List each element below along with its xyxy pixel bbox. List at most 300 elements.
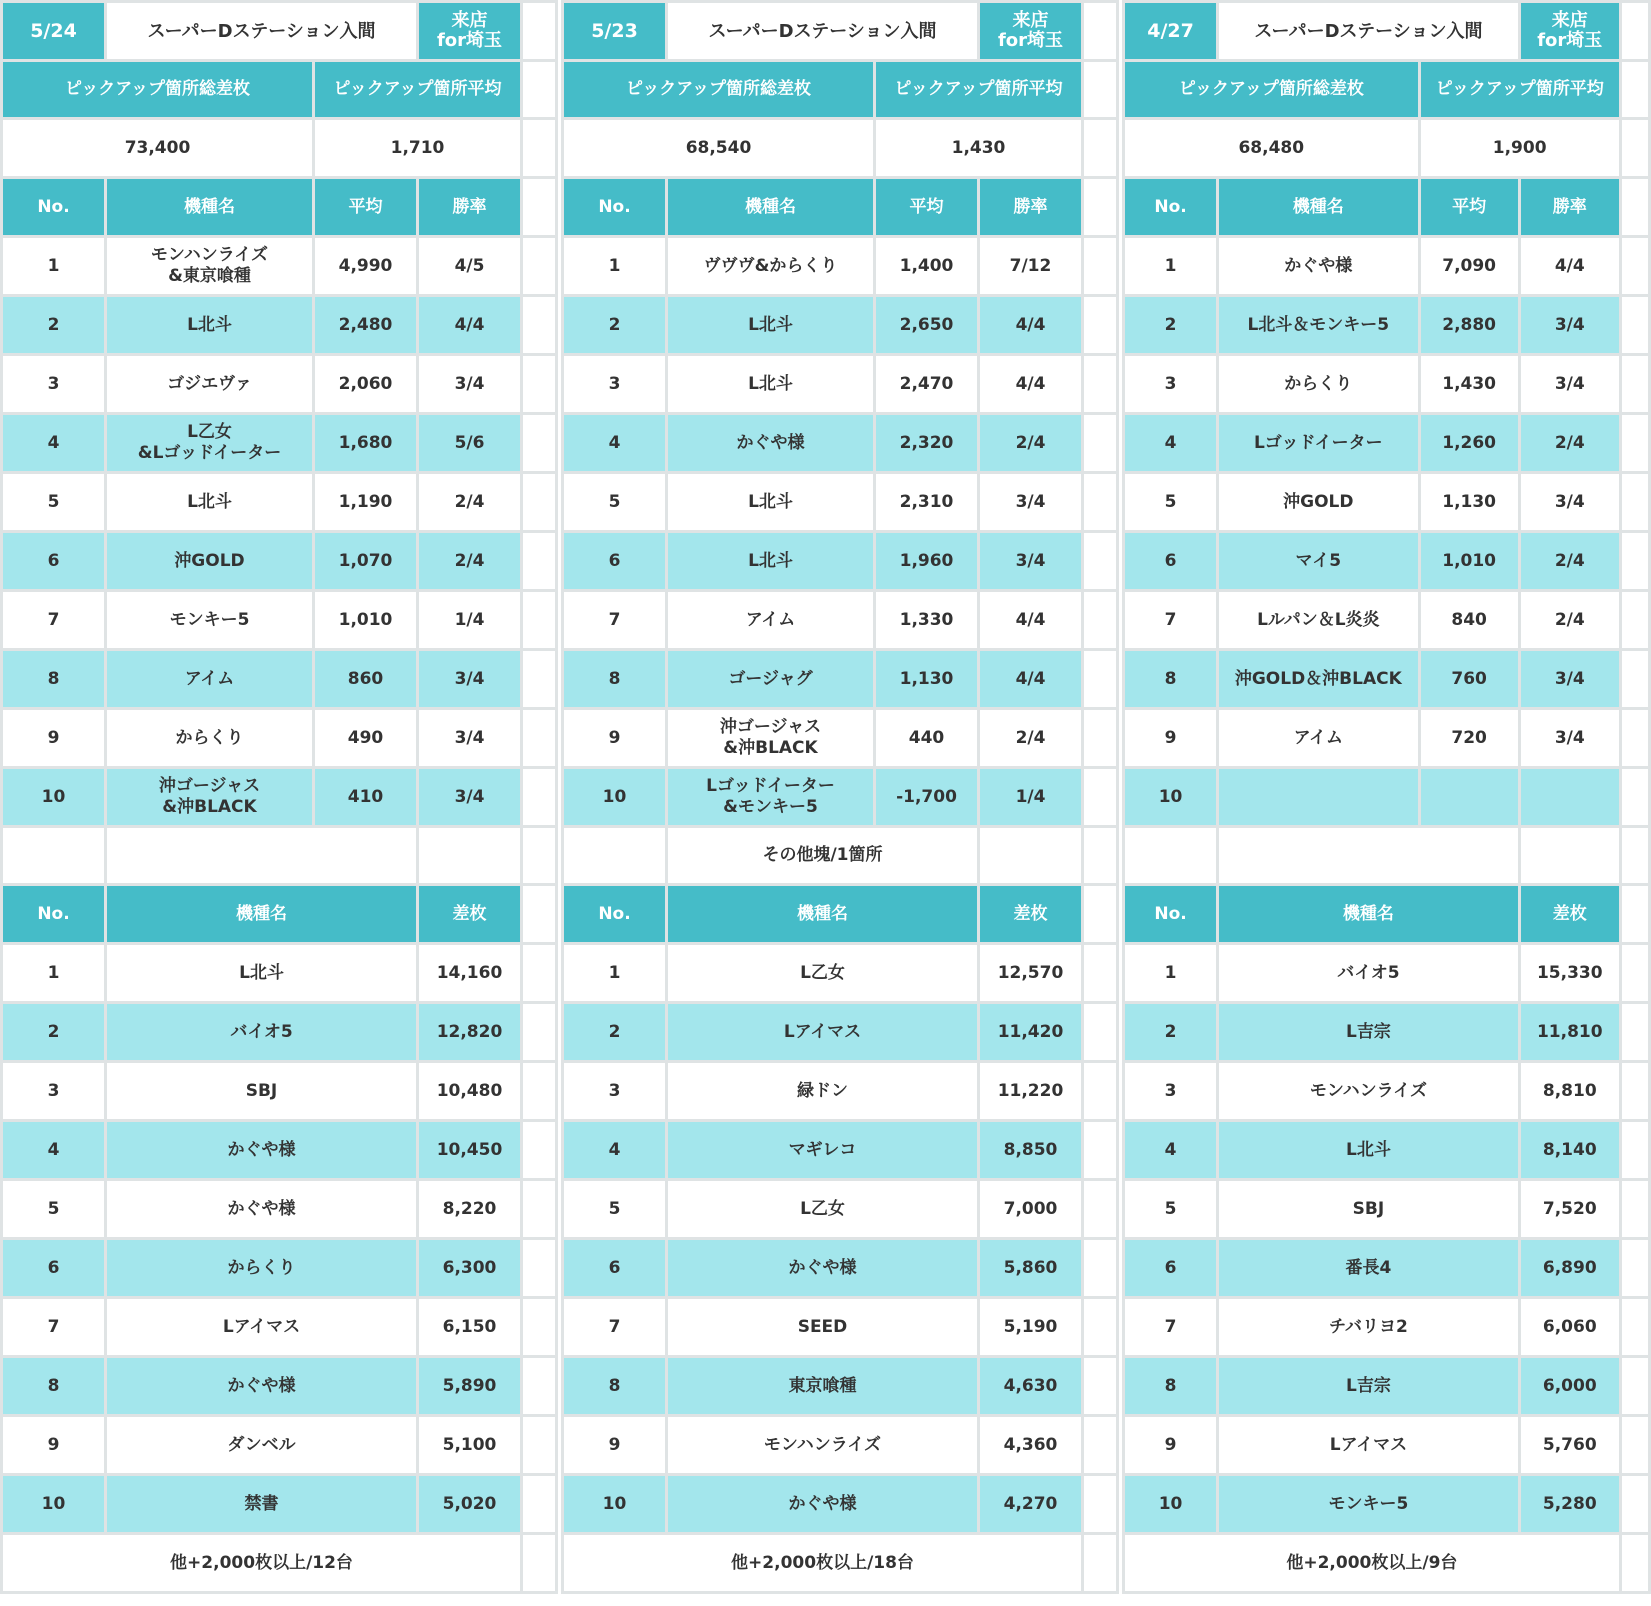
top-diff: 6,150 bbox=[418, 1298, 522, 1357]
summary-average-value: 1,710 bbox=[314, 119, 522, 178]
pickup-machine-name-line: L北斗 bbox=[748, 373, 793, 394]
pickup-row bbox=[1124, 532, 1650, 591]
pickup-average: 840 bbox=[1419, 591, 1519, 650]
ranking-table bbox=[0, 0, 558, 1594]
top-machine-name: かぐや様 bbox=[106, 1180, 418, 1239]
top-diff: 11,810 bbox=[1519, 1003, 1620, 1062]
pickup-machine-name bbox=[667, 591, 875, 650]
top-diff: 6,890 bbox=[1519, 1239, 1620, 1298]
pickup-machine-name-line: L北斗 bbox=[748, 491, 793, 512]
pickup-machine-name bbox=[1218, 355, 1419, 414]
gap-cell bbox=[522, 178, 557, 237]
top-machine-name: バイオ5 bbox=[106, 1003, 418, 1062]
pickup-machine-name-line: からくり bbox=[1284, 373, 1353, 394]
pickup-row bbox=[2, 591, 557, 650]
top-machine-name: モンキー5 bbox=[1218, 1475, 1520, 1534]
pickup-machine-name bbox=[106, 414, 314, 473]
pickup-no: 1 bbox=[2, 237, 106, 296]
pickup-no: 9 bbox=[2, 709, 106, 768]
summary-values-row bbox=[1124, 119, 1650, 178]
column-header-average: 平均 bbox=[314, 178, 418, 237]
pickup-average: 2,650 bbox=[875, 296, 979, 355]
gap-cell bbox=[1620, 1416, 1649, 1475]
pickup-no: 10 bbox=[563, 768, 667, 827]
pickup-machine-name bbox=[106, 709, 314, 768]
gap-cell bbox=[522, 1416, 557, 1475]
top-diff: 5,760 bbox=[1519, 1416, 1620, 1475]
shop-badge-line: for埼玉 bbox=[1537, 30, 1603, 51]
pickup-row bbox=[563, 237, 1118, 296]
gap-cell bbox=[1620, 414, 1649, 473]
gap-cell bbox=[1083, 61, 1118, 119]
top-machine-name: かぐや様 bbox=[667, 1475, 979, 1534]
pickup-machine-name-line: 沖ゴージャス bbox=[158, 776, 261, 796]
pickup-winrate: 2/4 bbox=[1519, 591, 1620, 650]
pickup-row bbox=[2, 709, 557, 768]
top-no: 6 bbox=[563, 1239, 667, 1298]
top-no: 4 bbox=[2, 1121, 106, 1180]
top-diff: 12,570 bbox=[979, 944, 1083, 1003]
shop-badge-line: 来店 bbox=[1012, 10, 1049, 31]
top-no: 9 bbox=[2, 1416, 106, 1475]
gap-cell bbox=[1083, 1062, 1118, 1121]
gap-cell bbox=[522, 1121, 557, 1180]
pickup-average: 760 bbox=[1419, 650, 1519, 709]
pickup-row bbox=[2, 414, 557, 473]
top-machine-name: L乙女 bbox=[667, 944, 979, 1003]
column-header-winrate: 勝率 bbox=[1519, 178, 1620, 237]
gap-cell bbox=[1083, 237, 1118, 296]
summary-total-value: 73,400 bbox=[2, 119, 314, 178]
gap-cell bbox=[522, 1357, 557, 1416]
gap-cell bbox=[522, 827, 557, 885]
gap-cell bbox=[1620, 119, 1649, 178]
pickup-no: 3 bbox=[2, 355, 106, 414]
gap-cell bbox=[1083, 650, 1118, 709]
gap-cell bbox=[1083, 768, 1118, 827]
gap-cell bbox=[1620, 1475, 1649, 1534]
top-row bbox=[1124, 1357, 1650, 1416]
column-header-diff: 差枚 bbox=[1519, 885, 1620, 944]
pickup-winrate bbox=[1519, 768, 1620, 827]
top-machine-name: SBJ bbox=[106, 1062, 418, 1121]
ranking-table bbox=[1122, 0, 1651, 1594]
gap-cell bbox=[1083, 1239, 1118, 1298]
pickup-row bbox=[563, 532, 1118, 591]
ranking-table bbox=[561, 0, 1119, 1594]
pickup-winrate: 3/4 bbox=[979, 473, 1083, 532]
pickup-machine-name bbox=[106, 473, 314, 532]
top-no: 2 bbox=[563, 1003, 667, 1062]
top-no: 8 bbox=[2, 1357, 106, 1416]
summary-average-header: ピックアップ箇所平均 bbox=[1419, 61, 1620, 119]
top-machine-name: チバリヨ2 bbox=[1218, 1298, 1520, 1357]
pickup-winrate: 2/4 bbox=[979, 414, 1083, 473]
top-header-row bbox=[2, 885, 557, 944]
pickup-machine-name bbox=[106, 768, 314, 827]
top-row bbox=[563, 1475, 1118, 1534]
gap-cell bbox=[1620, 1357, 1649, 1416]
gap-cell bbox=[1083, 1298, 1118, 1357]
top-row bbox=[563, 1357, 1118, 1416]
pickup-machine-name bbox=[667, 473, 875, 532]
pickup-machine-name-line: アイム bbox=[1293, 727, 1344, 748]
pickup-average: 1,190 bbox=[314, 473, 418, 532]
top-machine-name: 緑ドン bbox=[667, 1062, 979, 1121]
panel-5-23 bbox=[561, 0, 1119, 1594]
summary-total-value: 68,480 bbox=[1124, 119, 1420, 178]
gap-cell bbox=[1620, 178, 1649, 237]
top-diff: 5,020 bbox=[418, 1475, 522, 1534]
gap-cell bbox=[522, 709, 557, 768]
pickup-no: 8 bbox=[2, 650, 106, 709]
top-no: 10 bbox=[563, 1475, 667, 1534]
pickup-row bbox=[1124, 709, 1650, 768]
top-machine-name: L吉宗 bbox=[1218, 1003, 1520, 1062]
gap-cell bbox=[1083, 532, 1118, 591]
top-diff: 7,520 bbox=[1519, 1180, 1620, 1239]
pickup-machine-name bbox=[1218, 650, 1419, 709]
column-header-name: 機種名 bbox=[667, 178, 875, 237]
gap-cell bbox=[1083, 119, 1118, 178]
pickup-no: 6 bbox=[2, 532, 106, 591]
gap-cell bbox=[522, 61, 557, 119]
pickup-machine-name-line: Lルパン＆L炎炎 bbox=[1257, 609, 1380, 630]
blank-cell bbox=[563, 827, 667, 885]
top-row bbox=[2, 1003, 557, 1062]
pickup-row bbox=[563, 591, 1118, 650]
gap-cell bbox=[1083, 2, 1118, 61]
gap-cell bbox=[522, 296, 557, 355]
pickup-machine-name-line: かぐや様 bbox=[736, 432, 805, 453]
pickup-row bbox=[2, 650, 557, 709]
pickup-no: 10 bbox=[1124, 768, 1218, 827]
pickup-machine-name bbox=[1218, 532, 1419, 591]
pickup-machine-name bbox=[106, 296, 314, 355]
pickup-machine-name bbox=[1218, 296, 1419, 355]
pickup-no: 3 bbox=[563, 355, 667, 414]
top-machine-name: 禁書 bbox=[106, 1475, 418, 1534]
gap-cell bbox=[1083, 178, 1118, 237]
top-no: 6 bbox=[2, 1239, 106, 1298]
pickup-row bbox=[563, 473, 1118, 532]
pickup-machine-name bbox=[1218, 768, 1419, 827]
top-machine-name: L乙女 bbox=[667, 1180, 979, 1239]
pickup-winrate: 1/4 bbox=[418, 591, 522, 650]
event-title: スーパーDステーション入間 bbox=[106, 2, 418, 61]
top-row bbox=[563, 1180, 1118, 1239]
gap-cell bbox=[1620, 473, 1649, 532]
pickup-no: 8 bbox=[1124, 650, 1218, 709]
pickup-machine-name bbox=[106, 237, 314, 296]
top-no: 4 bbox=[563, 1121, 667, 1180]
extra-note bbox=[106, 827, 418, 885]
summary-average-header: ピックアップ箇所平均 bbox=[875, 61, 1083, 119]
gap-cell bbox=[1620, 827, 1649, 885]
column-header-name: 機種名 bbox=[1218, 178, 1419, 237]
pickup-machine-name bbox=[1218, 591, 1419, 650]
column-header-no: No. bbox=[563, 178, 667, 237]
pickup-machine-name bbox=[106, 532, 314, 591]
pickup-machine-name-line: &モンキー5 bbox=[723, 797, 818, 817]
pickup-winrate: 4/4 bbox=[979, 296, 1083, 355]
pickup-average: 1,070 bbox=[314, 532, 418, 591]
top-machine-name: SEED bbox=[667, 1298, 979, 1357]
gap-cell bbox=[1083, 1475, 1118, 1534]
gap-cell bbox=[522, 2, 557, 61]
top-diff: 5,190 bbox=[979, 1298, 1083, 1357]
top-no: 10 bbox=[1124, 1475, 1218, 1534]
pickup-no: 2 bbox=[563, 296, 667, 355]
pickup-winrate: 4/4 bbox=[418, 296, 522, 355]
gap-cell bbox=[1083, 591, 1118, 650]
gap-cell bbox=[1620, 237, 1649, 296]
pickup-winrate: 1/4 bbox=[979, 768, 1083, 827]
top-diff: 5,860 bbox=[979, 1239, 1083, 1298]
summary-header-row bbox=[2, 61, 557, 119]
pickup-average: 1,680 bbox=[314, 414, 418, 473]
pickup-no: 4 bbox=[563, 414, 667, 473]
pickup-winrate: 4/4 bbox=[979, 591, 1083, 650]
panel-4-27 bbox=[1122, 0, 1651, 1594]
shop-badge bbox=[418, 2, 522, 61]
pickup-machine-name-line: ヴヴヴ&からくり bbox=[703, 255, 838, 276]
pickup-winrate: 2/4 bbox=[1519, 414, 1620, 473]
top-no: 5 bbox=[563, 1180, 667, 1239]
pickup-row bbox=[1124, 591, 1650, 650]
gap-cell bbox=[522, 591, 557, 650]
column-header-average: 平均 bbox=[1419, 178, 1519, 237]
pickup-winrate: 3/4 bbox=[418, 650, 522, 709]
top-header-row bbox=[1124, 885, 1650, 944]
top-row bbox=[2, 1062, 557, 1121]
top-diff: 12,820 bbox=[418, 1003, 522, 1062]
blank-cell bbox=[2, 827, 106, 885]
gap-cell bbox=[522, 1239, 557, 1298]
top-no: 10 bbox=[2, 1475, 106, 1534]
top-diff: 7,000 bbox=[979, 1180, 1083, 1239]
top-row bbox=[563, 1121, 1118, 1180]
title-row bbox=[563, 2, 1118, 61]
gap-cell bbox=[1083, 709, 1118, 768]
pickup-header-row bbox=[563, 178, 1118, 237]
pickup-machine-name-line: L北斗 bbox=[748, 314, 793, 335]
pickup-winrate: 4/4 bbox=[979, 355, 1083, 414]
summary-total-header: ピックアップ箇所総差枚 bbox=[563, 61, 875, 119]
top-no: 3 bbox=[563, 1062, 667, 1121]
gap-cell bbox=[1620, 1062, 1649, 1121]
top-machine-name: Lアイマス bbox=[667, 1003, 979, 1062]
pickup-no: 5 bbox=[563, 473, 667, 532]
gap-cell bbox=[1083, 296, 1118, 355]
top-no: 9 bbox=[563, 1416, 667, 1475]
pickup-row bbox=[1124, 414, 1650, 473]
pickup-average: 2,310 bbox=[875, 473, 979, 532]
pickup-row bbox=[1124, 237, 1650, 296]
gap-cell bbox=[1083, 1003, 1118, 1062]
gap-cell bbox=[1620, 768, 1649, 827]
pickup-average: 1,330 bbox=[875, 591, 979, 650]
footer-note: 他+2,000枚以上/18台 bbox=[563, 1534, 1083, 1593]
top-row bbox=[563, 1416, 1118, 1475]
pickup-average: 1,010 bbox=[1419, 532, 1519, 591]
summary-average-value: 1,900 bbox=[1419, 119, 1620, 178]
pickup-no: 8 bbox=[563, 650, 667, 709]
pickup-winrate: 3/4 bbox=[1519, 709, 1620, 768]
pickup-machine-name bbox=[667, 650, 875, 709]
panel-5-24 bbox=[0, 0, 558, 1594]
pickup-winrate: 3/4 bbox=[1519, 355, 1620, 414]
gap-cell bbox=[522, 532, 557, 591]
pickup-machine-name bbox=[667, 709, 875, 768]
top-row bbox=[2, 1180, 557, 1239]
top-machine-name: Lアイマス bbox=[106, 1298, 418, 1357]
pickup-average: 1,260 bbox=[1419, 414, 1519, 473]
column-header-no: No. bbox=[2, 885, 106, 944]
pickup-header-row bbox=[1124, 178, 1650, 237]
gap-cell bbox=[1083, 1357, 1118, 1416]
pickup-machine-name-line: &東京喰種 bbox=[168, 266, 251, 286]
pickup-row bbox=[563, 355, 1118, 414]
pickup-machine-name bbox=[667, 532, 875, 591]
pickup-machine-name-line: かぐや様 bbox=[1284, 255, 1353, 276]
gap-cell bbox=[1620, 296, 1649, 355]
top-machine-name: SBJ bbox=[1218, 1180, 1520, 1239]
pickup-machine-name bbox=[667, 768, 875, 827]
top-row bbox=[1124, 1121, 1650, 1180]
pickup-machine-name-line: Lゴッドイーター bbox=[1253, 432, 1383, 453]
pickup-machine-name-line: アイム bbox=[184, 668, 235, 689]
pickup-average: 1,400 bbox=[875, 237, 979, 296]
top-no: 7 bbox=[563, 1298, 667, 1357]
column-header-name: 機種名 bbox=[1218, 885, 1520, 944]
event-title: スーパーDステーション入間 bbox=[667, 2, 979, 61]
event-title: スーパーDステーション入間 bbox=[1218, 2, 1520, 61]
top-no: 9 bbox=[1124, 1416, 1218, 1475]
pickup-row bbox=[1124, 296, 1650, 355]
pickup-winrate: 2/4 bbox=[1519, 532, 1620, 591]
column-header-diff: 差枚 bbox=[979, 885, 1083, 944]
pickup-no: 5 bbox=[1124, 473, 1218, 532]
pickup-machine-name-line: からくり bbox=[175, 727, 244, 748]
top-machine-name: モンハンライズ bbox=[1218, 1062, 1520, 1121]
pickup-machine-name-line: &沖BLACK bbox=[723, 738, 818, 758]
pickup-winrate: 5/6 bbox=[418, 414, 522, 473]
pickup-row bbox=[563, 296, 1118, 355]
pickup-machine-name bbox=[1218, 709, 1419, 768]
top-row bbox=[2, 1357, 557, 1416]
top-no: 8 bbox=[1124, 1357, 1218, 1416]
top-row bbox=[1124, 1298, 1650, 1357]
pickup-winrate: 2/4 bbox=[979, 709, 1083, 768]
gap-cell bbox=[522, 119, 557, 178]
summary-values-row bbox=[2, 119, 557, 178]
pickup-no: 7 bbox=[563, 591, 667, 650]
gap-cell bbox=[522, 944, 557, 1003]
footer-row bbox=[1124, 1534, 1650, 1593]
column-header-name: 機種名 bbox=[667, 885, 979, 944]
gap-cell bbox=[522, 1180, 557, 1239]
pickup-average: 1,130 bbox=[875, 650, 979, 709]
pickup-machine-name-line: ゴージャグ bbox=[728, 668, 813, 689]
pickup-row bbox=[2, 237, 557, 296]
pickup-average: 2,320 bbox=[875, 414, 979, 473]
pickup-row bbox=[2, 768, 557, 827]
summary-average-value: 1,430 bbox=[875, 119, 1083, 178]
blank-cell bbox=[1124, 827, 1218, 885]
top-diff: 8,850 bbox=[979, 1121, 1083, 1180]
gap-cell bbox=[1620, 944, 1649, 1003]
pickup-no: 2 bbox=[2, 296, 106, 355]
pickup-machine-name-line: モンハンライズ bbox=[150, 245, 269, 265]
top-row bbox=[1124, 1062, 1650, 1121]
column-header-winrate: 勝率 bbox=[979, 178, 1083, 237]
shop-badge-line: for埼玉 bbox=[997, 30, 1064, 51]
pickup-winrate: 3/4 bbox=[418, 709, 522, 768]
column-header-no: No. bbox=[1124, 885, 1218, 944]
pickup-average: -1,700 bbox=[875, 768, 979, 827]
top-row bbox=[2, 1121, 557, 1180]
top-no: 1 bbox=[563, 944, 667, 1003]
summary-average-header: ピックアップ箇所平均 bbox=[314, 61, 522, 119]
shop-badge-line: 来店 bbox=[1551, 10, 1588, 31]
gap-cell bbox=[1083, 355, 1118, 414]
gap-cell bbox=[1620, 532, 1649, 591]
top-machine-name: かぐや様 bbox=[106, 1121, 418, 1180]
top-diff: 5,280 bbox=[1519, 1475, 1620, 1534]
pickup-average: 2,880 bbox=[1419, 296, 1519, 355]
pickup-row bbox=[1124, 355, 1650, 414]
top-diff: 14,160 bbox=[418, 944, 522, 1003]
blank-cell bbox=[1519, 827, 1620, 885]
top-no: 8 bbox=[563, 1357, 667, 1416]
pickup-average: 1,430 bbox=[1419, 355, 1519, 414]
summary-total-header: ピックアップ箇所総差枚 bbox=[2, 61, 314, 119]
top-no: 1 bbox=[1124, 944, 1218, 1003]
gap-cell bbox=[1620, 885, 1649, 944]
pickup-winrate: 2/4 bbox=[418, 532, 522, 591]
pickup-machine-name-line: アイム bbox=[745, 609, 796, 630]
top-diff: 8,810 bbox=[1519, 1062, 1620, 1121]
top-diff: 8,220 bbox=[418, 1180, 522, 1239]
top-diff: 8,140 bbox=[1519, 1121, 1620, 1180]
pickup-average: 1,960 bbox=[875, 532, 979, 591]
pickup-no: 7 bbox=[2, 591, 106, 650]
gap-cell bbox=[1620, 61, 1649, 119]
extra-note: その他塊/1箇所 bbox=[667, 827, 979, 885]
pickup-machine-name bbox=[667, 296, 875, 355]
top-row bbox=[2, 1416, 557, 1475]
extra-note-row bbox=[563, 827, 1118, 885]
pickup-average: 410 bbox=[314, 768, 418, 827]
pickup-average: 720 bbox=[1419, 709, 1519, 768]
pickup-average: 490 bbox=[314, 709, 418, 768]
pickup-average: 2,470 bbox=[875, 355, 979, 414]
gap-cell bbox=[522, 768, 557, 827]
top-diff: 6,060 bbox=[1519, 1298, 1620, 1357]
gap-cell bbox=[522, 473, 557, 532]
top-diff: 15,330 bbox=[1519, 944, 1620, 1003]
top-diff: 6,300 bbox=[418, 1239, 522, 1298]
pickup-winrate: 7/12 bbox=[979, 237, 1083, 296]
pickup-average: 1,010 bbox=[314, 591, 418, 650]
gap-cell bbox=[1620, 1239, 1649, 1298]
pickup-row bbox=[2, 532, 557, 591]
gap-cell bbox=[1083, 944, 1118, 1003]
pickup-average: 2,480 bbox=[314, 296, 418, 355]
column-header-diff: 差枚 bbox=[418, 885, 522, 944]
pickup-machine-name bbox=[106, 591, 314, 650]
